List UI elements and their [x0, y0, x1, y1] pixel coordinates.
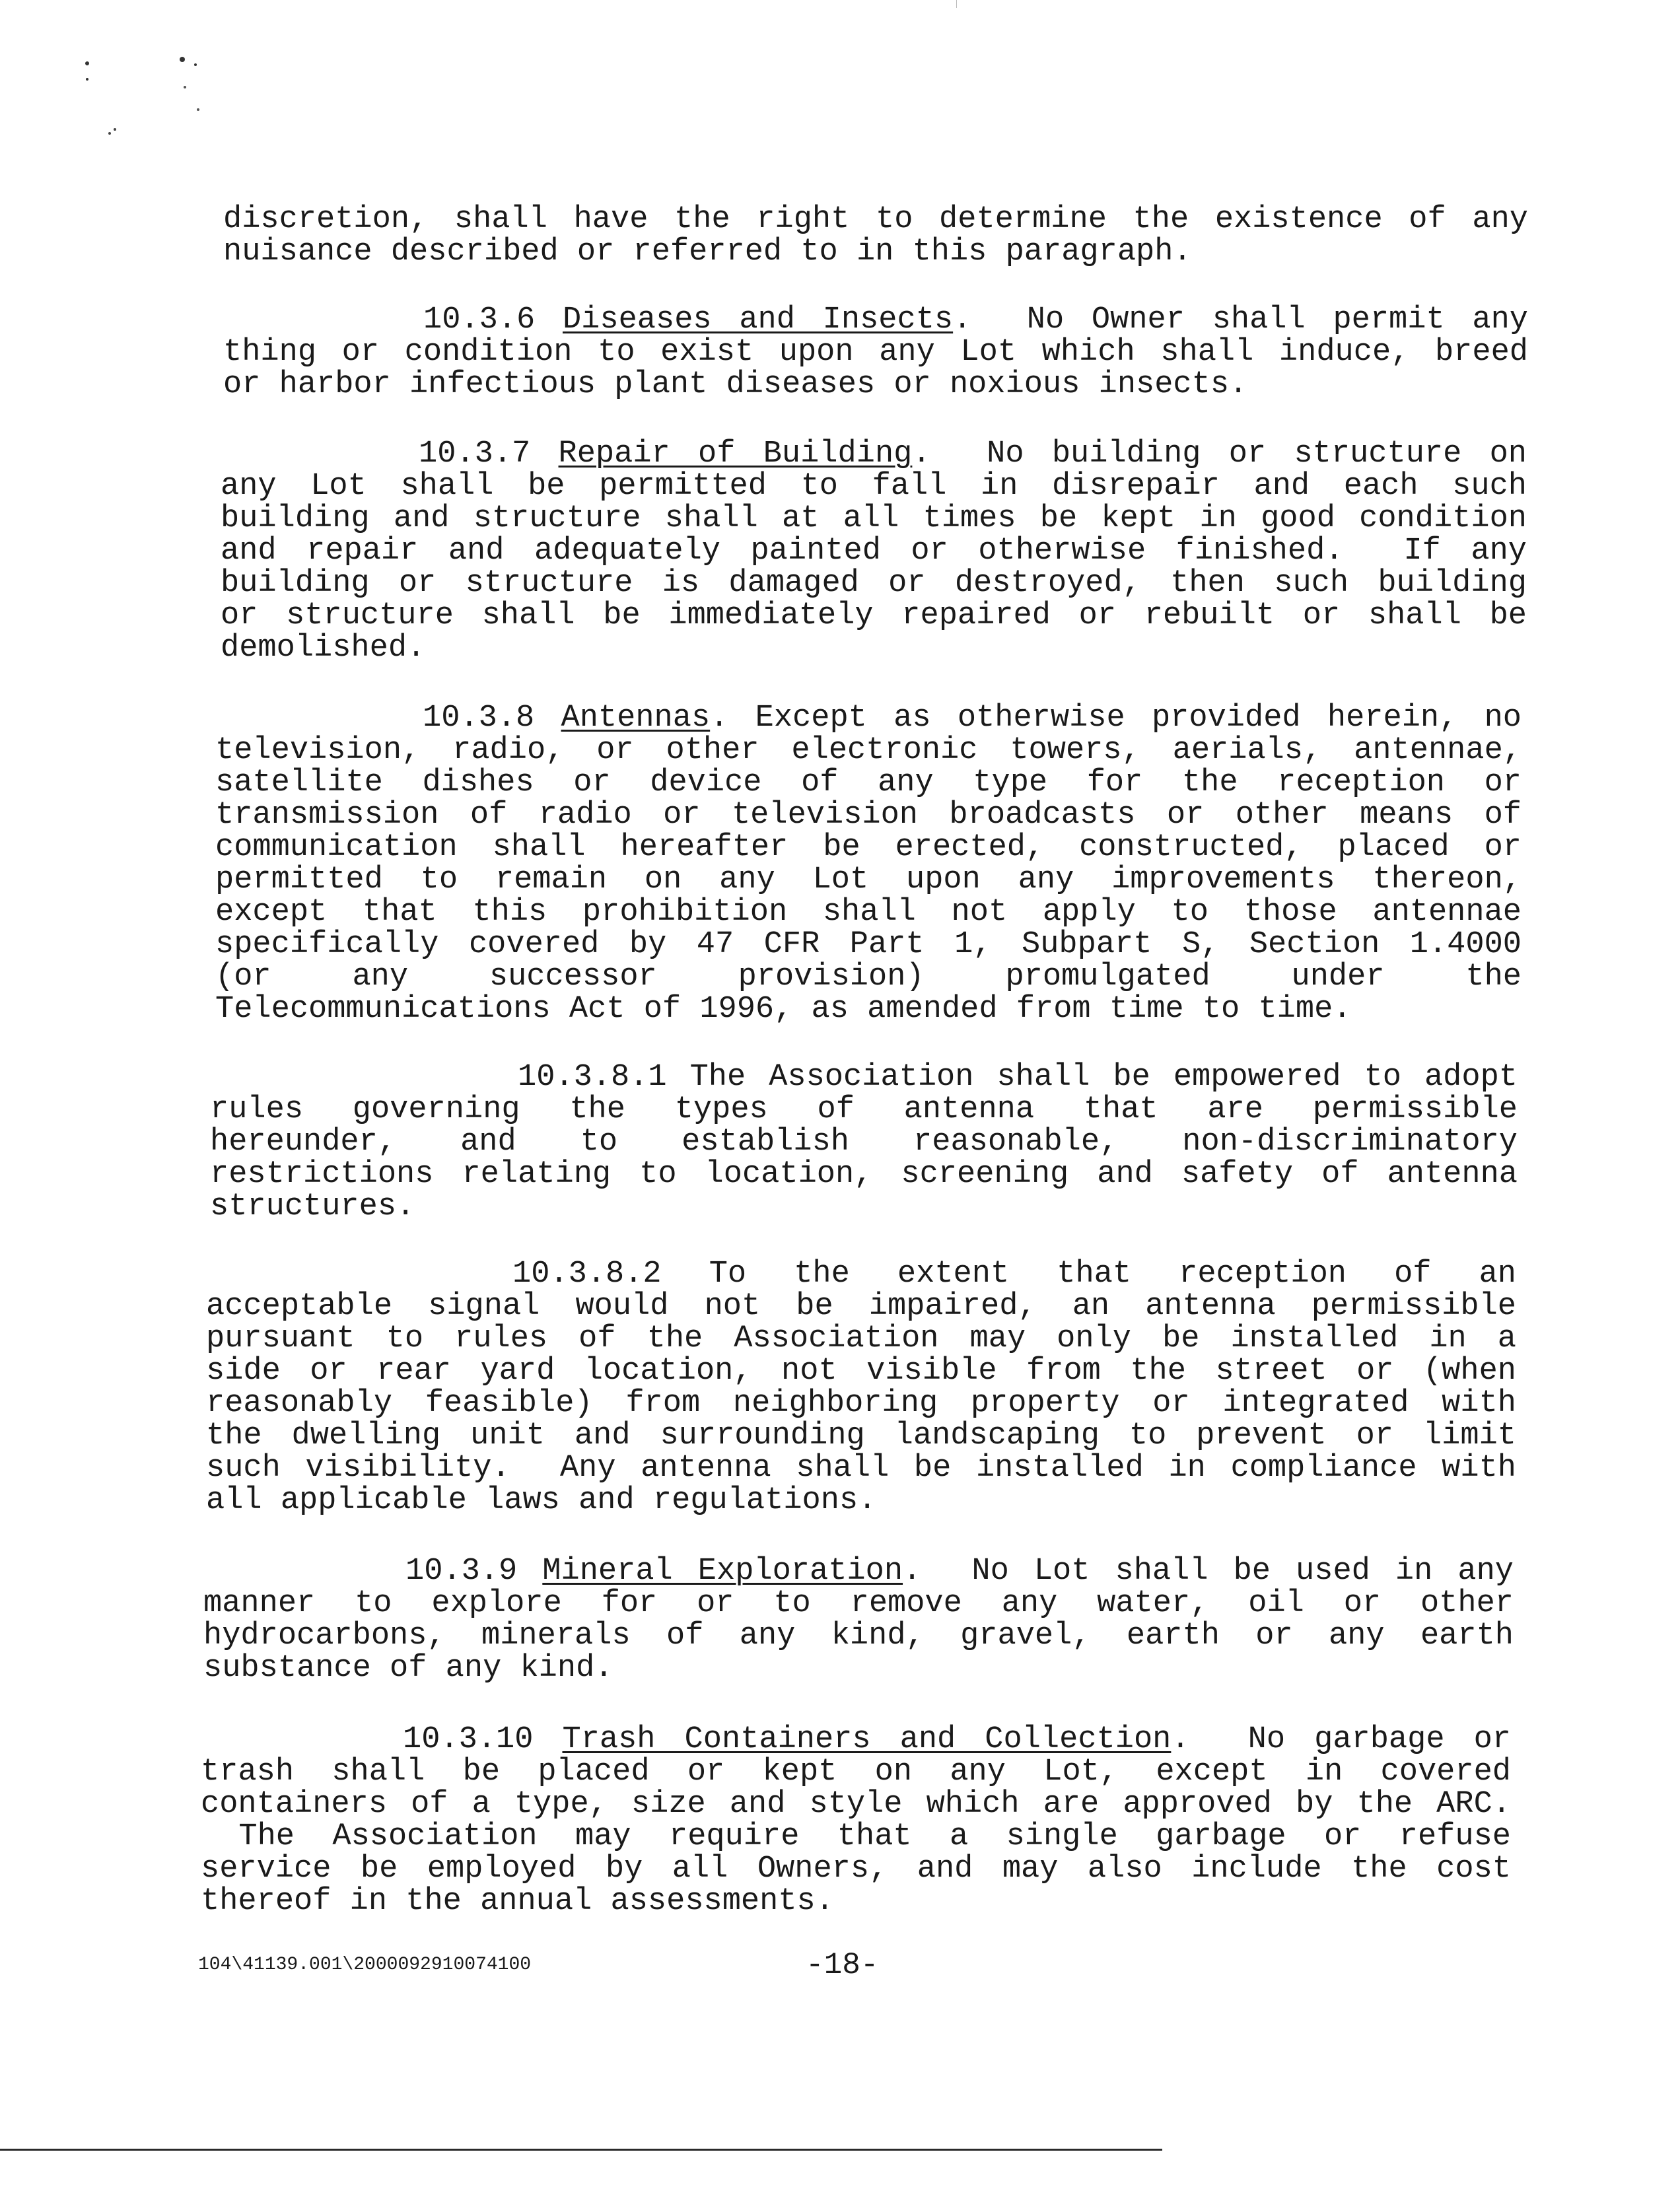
text-line: specifically covered by 47 CFR Part 1, Subpart S, Section 1.4000	[215, 927, 1522, 962]
text-line: side or rear yard location, not visible from the street or (when	[206, 1354, 1516, 1389]
text-line	[221, 438, 1527, 470]
section-10-3-9	[203, 1555, 1514, 1684]
text-line: hereunder, and to establish reasonable, non-discriminatory	[210, 1125, 1518, 1160]
section-number: 10.3.8	[423, 701, 561, 736]
section-10-3-8-1	[210, 1061, 1518, 1223]
text-run: . No Owner shall permit any	[953, 302, 1529, 337]
text-line: communication shall hereafter be erected, constructed, placed or	[215, 830, 1522, 865]
text-line: the dwelling unit and surrounding landscaping to prevent or limit	[206, 1418, 1516, 1453]
text-line: permitted to remain on any Lot upon any improvements thereon,	[215, 862, 1522, 897]
text-line: service be employed by all Owners, and may also include the cost	[201, 1852, 1511, 1887]
section-10-3-7	[221, 438, 1527, 664]
text-line: television, radio, or other electronic towers, aerials, antennae,	[215, 733, 1522, 768]
text-line: satellite dishes or device of any type for the reception or	[215, 765, 1522, 800]
section-10-3-8	[215, 702, 1522, 1025]
scan-edge-line	[0, 2149, 1162, 2151]
section-number: 10.3.7	[419, 436, 559, 471]
text-line	[203, 1555, 1514, 1587]
text-line: hydrocarbons, minerals of any kind, gravel, earth or any earth	[203, 1618, 1514, 1653]
section-number: 10.3.9	[405, 1554, 543, 1589]
text-line: building and structure shall at all times be kept in good condition	[221, 501, 1527, 536]
section-10-3-8-2	[206, 1258, 1516, 1517]
text-line: manner to explore for or to remove any water, oil or other	[203, 1586, 1514, 1621]
text-line: thereof in the annual assessments.	[201, 1884, 834, 1919]
text-line: except that this prohibition shall not apply to those antennae	[215, 895, 1522, 930]
text-line	[223, 304, 1528, 336]
page-number: -18-	[806, 1948, 879, 1982]
text-line: building or structure is damaged or destroyed, then such building	[221, 566, 1527, 601]
text-line: (or any successor provision) promulgated under the	[215, 959, 1522, 994]
text-run: . Except as otherwise provided herein, no	[710, 701, 1522, 736]
section-10-3-6	[223, 304, 1528, 401]
section-10-3-10	[201, 1723, 1511, 1918]
scan-specks	[66, 46, 231, 152]
text-line: reasonably feasible) from neighboring property or integrated with	[206, 1386, 1516, 1421]
section-heading: Mineral Exploration	[542, 1554, 903, 1589]
text-line: acceptable signal would not be impaired, an antenna permissible	[206, 1289, 1516, 1324]
text-line: transmission of radio or television broadcasts or other means of	[215, 798, 1522, 833]
text-line: demolished.	[221, 631, 426, 666]
text-line: structures.	[210, 1189, 415, 1224]
section-heading: Diseases and Insects	[562, 302, 954, 337]
text-line: or structure shall be immediately repaired or rebuilt or shall be	[221, 598, 1527, 633]
text-line	[210, 1061, 1518, 1094]
text-line: such visibility. Any antenna shall be installed in compliance with	[206, 1451, 1516, 1486]
text-line: and repair and adequately painted or otherwise finished. If any	[221, 534, 1527, 569]
section-number: 10.3.6	[423, 302, 563, 337]
text-line: rules governing the types of antenna that are permissible	[210, 1092, 1518, 1127]
text-line: nuisance described or referred to in this paragraph.	[223, 234, 1192, 269]
text-line: The Association may require that a single garbage or refuse	[201, 1819, 1511, 1854]
text-line	[201, 1723, 1511, 1756]
text-line: restrictions relating to location, screening and safety of antenna	[210, 1157, 1518, 1192]
scan-mark	[956, 0, 957, 8]
section-heading: Antennas	[561, 701, 711, 736]
text-line: pursuant to rules of the Association may only be installed in a	[206, 1321, 1516, 1356]
text-run: 10.3.8.1 The Association shall be empowered to adopt	[518, 1060, 1518, 1095]
text-line: discretion, shall have the right to determine the existence of any	[223, 202, 1528, 237]
text-line: trash shall be placed or kept on any Lot, except in covered	[201, 1754, 1511, 1789]
text-line: any Lot shall be permitted to fall in disrepair and each such	[221, 469, 1527, 504]
text-line	[215, 702, 1522, 734]
paragraph-nuisance-continuation	[223, 203, 1528, 268]
text-line: thing or condition to exist upon any Lot which shall induce, breed	[223, 335, 1528, 370]
text-line: Telecommunications Act of 1996, as amended from time to time.	[215, 992, 1352, 1027]
text-run: . No garbage or	[1171, 1722, 1511, 1757]
section-heading: Trash Containers and Collection	[562, 1722, 1172, 1757]
text-line: substance of any kind.	[203, 1651, 613, 1686]
text-line: containers of a type, size and style which are approved by the ARC.	[201, 1787, 1511, 1822]
text-run: . No Lot shall be used in any	[903, 1554, 1514, 1589]
text-line	[206, 1258, 1516, 1290]
section-heading: Repair of Building	[558, 436, 913, 471]
text-run: 10.3.8.2 To the extent that reception of an	[512, 1257, 1516, 1292]
document-id: 104\41139.001\2000092910074100	[198, 1955, 532, 1975]
text-line: or harbor infectious plant diseases or noxious insects.	[223, 367, 1248, 402]
section-number: 10.3.10	[403, 1722, 563, 1757]
text-run: . No building or structure on	[912, 436, 1527, 471]
text-line: all applicable laws and regulations.	[206, 1483, 877, 1518]
